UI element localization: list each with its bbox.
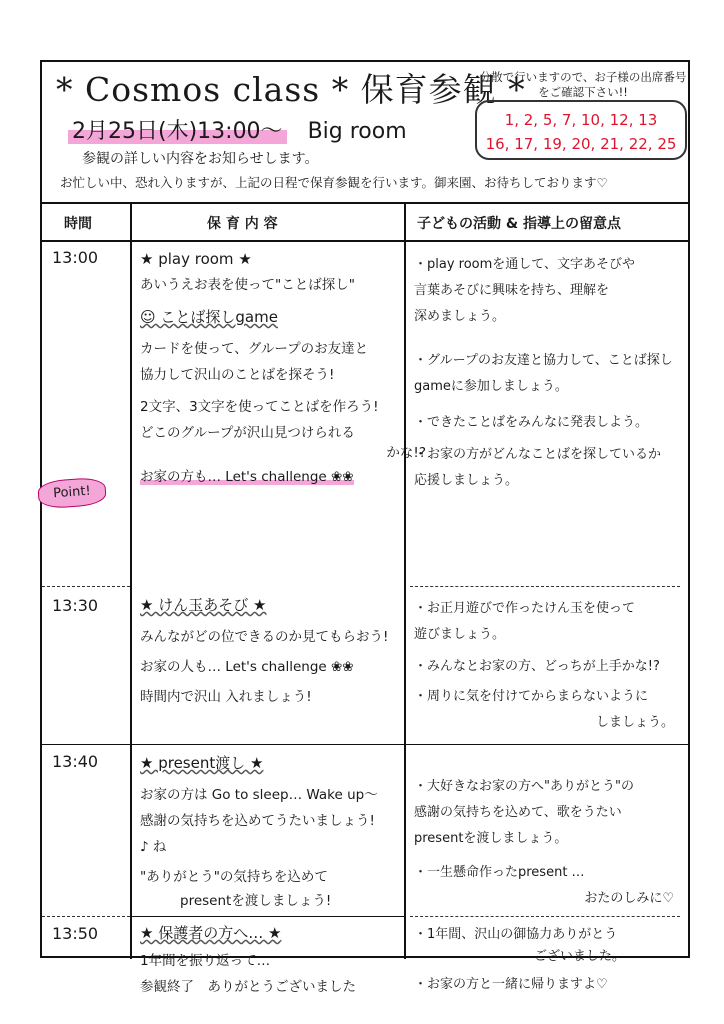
time-label: 13:30: [52, 596, 99, 615]
activity-line: ♪ ね: [140, 839, 167, 855]
note-line: ・1年間、沢山の御協力ありがとう: [414, 927, 618, 942]
column-divider: [130, 204, 132, 959]
activity-block: [140, 750, 420, 912]
note-line: 感謝の気持ちを込めて、歌をうたい: [414, 805, 622, 820]
challenge-line: お家の方も… Let's challenge ❀❀: [140, 469, 354, 485]
header: [42, 62, 688, 200]
date-text: 2月25日(木)13:00〜: [68, 119, 287, 144]
activity-title: ★ けん玉あそび ★: [140, 596, 267, 614]
dashed-divider: [42, 586, 130, 587]
notes-block: [414, 774, 684, 912]
activity-title: ★ play room ★: [140, 250, 252, 268]
activity-line: みんながどの位できるのか見てもらおう!: [140, 629, 389, 645]
activity-line: 1年間を振り返って…: [140, 953, 271, 969]
note-line: ・play roomを通して、文字あそびや: [414, 257, 636, 272]
intro-line-2: お忙しい中、恐れ入りますが、上記の日程で保育参観を行います。御来園、お待ちしております♡: [60, 175, 608, 190]
schedule-table: [42, 202, 688, 995]
table-header-row: [42, 204, 688, 242]
activity-line: お家の人も… Let's challenge ❀❀: [140, 659, 354, 675]
activity-title: ★ 保護者の方へ… ★: [140, 924, 282, 942]
note-line: ・一生懸命作ったpresent …: [414, 865, 585, 880]
time-label: 13:00: [52, 248, 99, 267]
activity-line: 時間内で沢山 入れましょう!: [140, 689, 312, 705]
note-line: gameに参加しましょう。: [414, 379, 568, 394]
time-label: 13:50: [52, 924, 99, 943]
dashed-divider: [42, 916, 130, 917]
section-divider: [132, 916, 404, 917]
program-sheet: [40, 60, 690, 995]
activity-line: あいうえお表を使って"ことば探し": [140, 277, 355, 293]
activity-block: [140, 920, 420, 998]
activity-line: 参観終了 ありがとうございました: [140, 979, 356, 995]
intro-line-1: 参観の詳しい内容をお知らせします。: [82, 151, 319, 167]
activity-line: "ありがとう"の気持ちを込めて: [140, 869, 328, 885]
dashed-divider: [410, 916, 680, 917]
activity-subtitle: ☺ ことば探しgame: [140, 308, 278, 326]
note-line: おたのしみに♡: [584, 891, 674, 906]
note-line: ・大好きなお家の方へ"ありがとう"の: [414, 779, 634, 794]
activity-line: [140, 464, 420, 490]
note-line: ・みんなとお家の方、どっちが上手かな!?: [414, 659, 660, 674]
activity-line: 感謝の気持ちを込めてうたいましょう!: [140, 813, 375, 829]
notes-block: [414, 596, 684, 736]
time-label: 13:40: [52, 752, 99, 771]
note-line: 応援しましょう。: [414, 473, 519, 488]
page-title: * Cosmos class * 保育参観 *: [56, 70, 526, 109]
header-notes: 子どもの活動 & 指導上の留意点: [417, 216, 621, 232]
dashed-divider: [410, 586, 680, 587]
note-line: presentを渡しましょう。: [414, 831, 568, 846]
note-line: ・できたことばをみんなに発表しよう。: [414, 415, 649, 430]
note-line: ・お正月遊びで作ったけん玉を使って: [414, 601, 636, 616]
place-text: Big room: [307, 119, 407, 144]
section-divider: [42, 744, 688, 745]
note-line: ・グループのお友達と協力して、ことば探し: [414, 353, 673, 368]
activity-line: 協力して沢山のことばを探そう!: [140, 367, 335, 383]
activity-title: ★ present渡し ★: [140, 754, 264, 772]
numbers-row-2: 16, 17, 19, 20, 21, 22, 25: [485, 135, 677, 153]
note-line: 深めましょう。: [414, 309, 506, 324]
activity-line: お家の方は Go to sleep… Wake up〜: [140, 787, 378, 803]
point-badge: Point!: [37, 477, 107, 510]
header-time: 時間: [64, 216, 92, 232]
note-line: ・周りに気を付けてからまらないように: [414, 689, 649, 704]
attendance-numbers-box: [475, 100, 687, 160]
note-line: ございました。: [534, 949, 626, 964]
activity-line: presentを渡しましょう!: [180, 893, 332, 909]
activity-line: カードを使って、グループのお友達と: [140, 341, 369, 357]
notes-block: [414, 924, 684, 996]
note-line: ・お家の方と一緒に帰りますよ♡: [414, 977, 608, 992]
attendance-notice: 分散で行いますので、お子様の出席番号をご確認下さい!!: [479, 70, 687, 99]
notes-block: [414, 252, 684, 494]
numbers-row-1: 1, 2, 5, 7, 10, 12, 13: [504, 111, 658, 129]
activity-line: どこのグループが沢山見つけられる: [140, 425, 355, 441]
note-line: しましょう。: [595, 715, 674, 730]
event-date: [68, 114, 407, 145]
activity-block: [140, 246, 426, 490]
header-content: 保 育 内 容: [207, 216, 278, 232]
note-line: 言葉あそびに興味を持ち、理解を: [414, 283, 610, 298]
note-line: ・お家の方がどんなことばを探しているか: [414, 447, 662, 462]
activity-line: かな!?: [386, 445, 426, 461]
activity-block: [140, 592, 420, 710]
activity-line: 2文字、3文字を使ってことばを作ろう!: [140, 399, 379, 415]
note-line: 遊びましょう。: [414, 627, 506, 642]
